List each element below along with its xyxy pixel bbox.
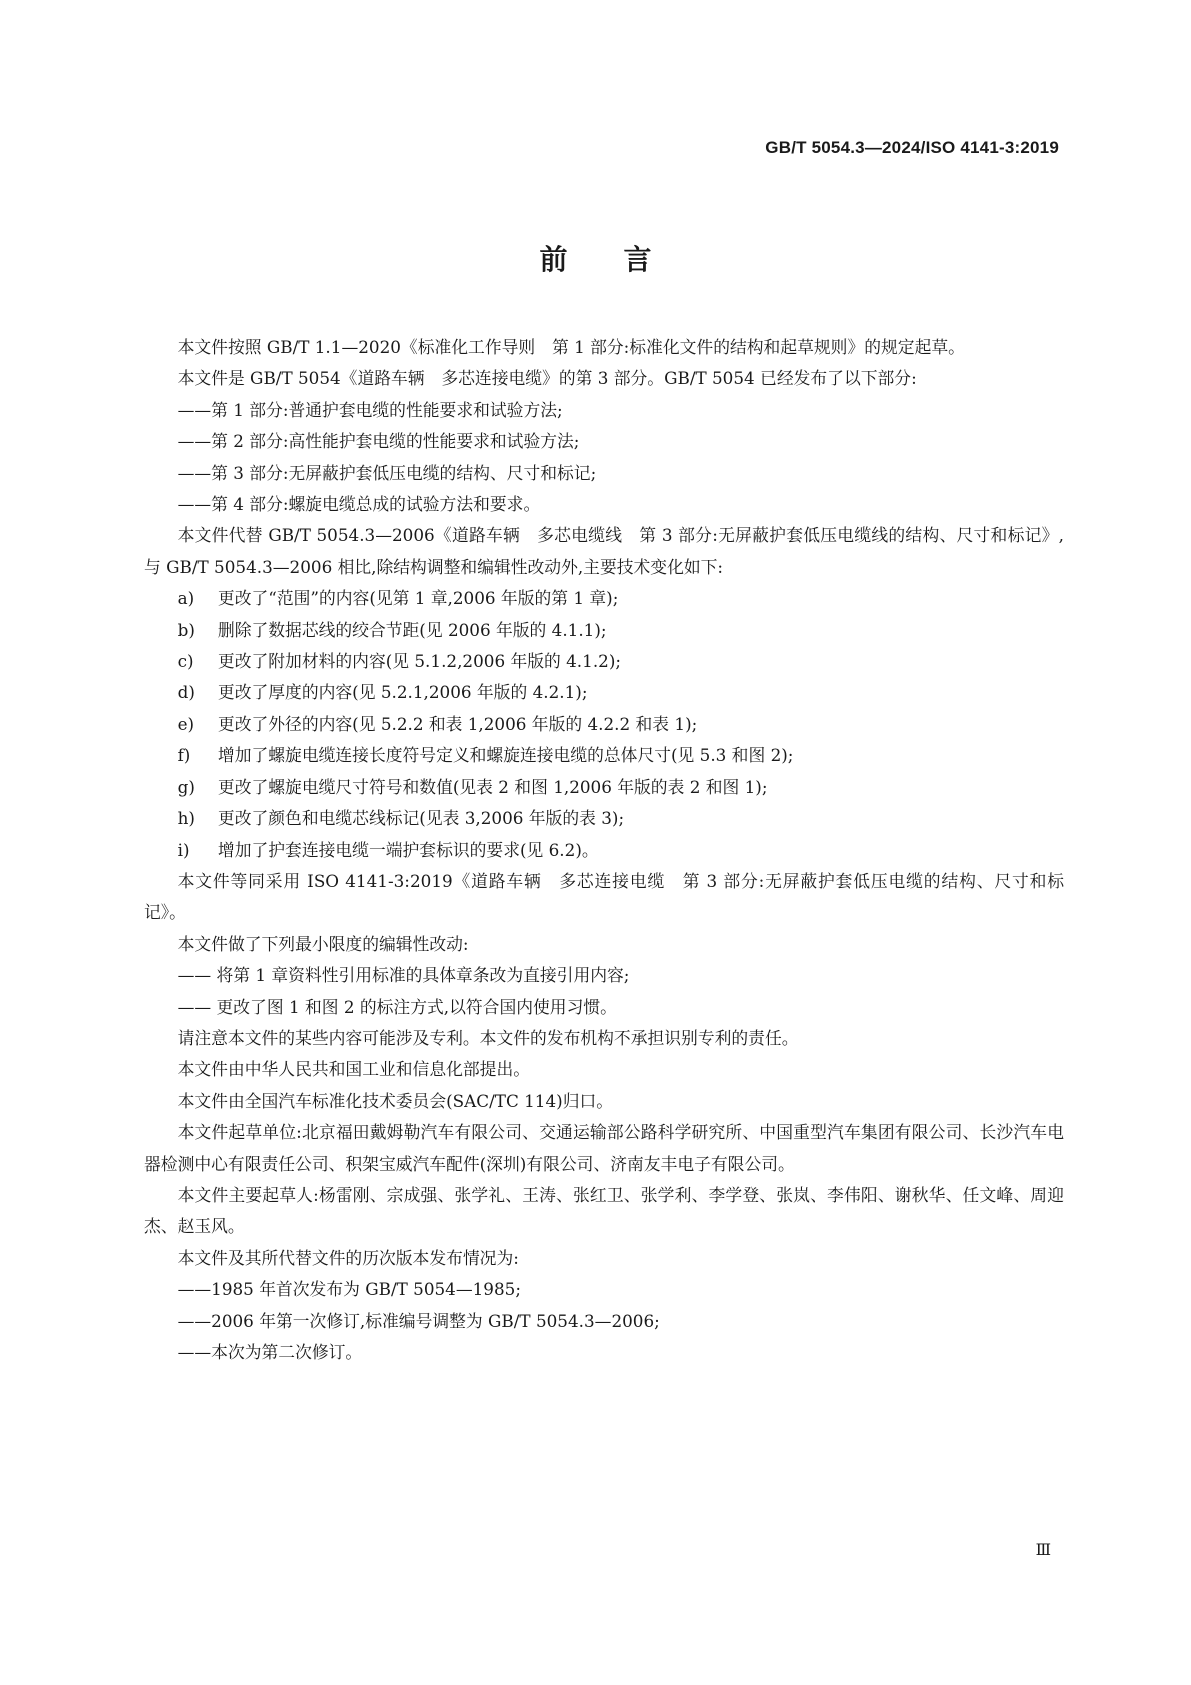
change-text: 更改了“范围”的内容(见第 1 章,2006 年版的第 1 章); xyxy=(217,588,619,609)
page-number: Ⅲ xyxy=(1035,1540,1051,1559)
change-item-f xyxy=(144,740,1064,771)
list-item-part-3: ——第 3 部分:无屏蔽护套低压电缆的结构、尺寸和标记; xyxy=(177,462,597,483)
change-item-b xyxy=(144,615,1064,646)
change-text: 更改了附加材料的内容(见 5.1.2,2006 年版的 4.1.2); xyxy=(217,651,622,672)
paragraph-editorial-changes: 本文件做了下列最小限度的编辑性改动: xyxy=(177,933,469,954)
paragraph-committee: 本文件由全国汽车标准化技术委员会(SAC/TC 114)归口。 xyxy=(177,1090,614,1111)
paragraph-series-parts: 本文件是 GB/T 5054《道路车辆 多芯连接电缆》的第 3 部分。GB/T 5054 已经发布了以下部分: xyxy=(177,368,917,389)
change-item-e xyxy=(144,709,1064,740)
change-label: g) xyxy=(177,776,195,797)
paragraph-history-intro: 本文件及其所代替文件的历次版本发布情况为: xyxy=(177,1247,519,1268)
change-label: b) xyxy=(177,619,195,640)
paragraph-drafting-rules: 本文件按照 GB/T 1.1—2020《标准化工作导则 第 1 部分:标准化文件的结构和起草规则》的规定起草。 xyxy=(177,337,965,357)
list-item-part-1: ——第 1 部分:普通护套电缆的性能要求和试验方法; xyxy=(177,399,563,420)
change-label: f) xyxy=(177,745,191,766)
change-text: 更改了厚度的内容(见 5.2.1,2006 年版的 4.2.1); xyxy=(217,682,588,703)
change-item-h xyxy=(144,803,1064,834)
list-item-history-2: ——2006 年第一次修订,标准编号调整为 GB/T 5054.3—2006; xyxy=(177,1310,660,1331)
change-label: h) xyxy=(177,808,195,829)
change-item-a xyxy=(144,583,1064,614)
list-item-history-3: ——本次为第二次修订。 xyxy=(177,1342,363,1362)
change-text: 更改了颜色和电缆芯线标记(见表 3,2006 年版的表 3); xyxy=(217,808,625,829)
list-item-history-1: ——1985 年首次发布为 GB/T 5054—1985; xyxy=(177,1279,521,1300)
list-item-edit-1: —— 将第 1 章资料性引用标准的具体章条改为直接引用内容; xyxy=(177,965,630,986)
change-item-i xyxy=(144,835,1064,866)
page-title: 前言 xyxy=(539,243,708,276)
change-label: c) xyxy=(177,651,194,672)
change-text: 更改了外径的内容(见 5.2.2 和表 1,2006 年版的 4.2.2 和表 1); xyxy=(217,713,698,734)
paragraph-patent-notice: 请注意本文件的某些内容可能涉及专利。本文件的发布机构不承担识别专利的责任。 xyxy=(177,1027,799,1048)
change-item-g xyxy=(144,772,1064,803)
paragraph-drafters: 本文件主要起草人:杨雷刚、宗成强、张学礼、王涛、张红卫、张学利、李学登、张岚、李伟阳、谢秋华、任文峰、周迎杰、赵玉风。 xyxy=(144,1184,1064,1237)
paragraph-replacement: 本文件代替 GB/T 5054.3—2006《道路车辆 多芯电缆线 第 3 部分:无屏蔽护套低压电缆线的结构、尺寸和标记》,与 GB/T 5054.3—2006 相比,除结构调整和编辑性改动外,主要技术变化如下: xyxy=(144,525,1064,577)
change-text: 增加了护套连接电缆一端护套标识的要求(见 6.2)。 xyxy=(217,839,599,860)
list-item-part-2: ——第 2 部分:高性能护套电缆的性能要求和试验方法; xyxy=(177,431,580,452)
list-item-part-4: ——第 4 部分:螺旋电缆总成的试验方法和要求。 xyxy=(177,494,541,515)
change-label: e) xyxy=(177,713,195,734)
change-text: 删除了数据芯线的绞合节距(见 2006 年版的 4.1.1); xyxy=(217,619,607,640)
list-item-edit-2: —— 更改了图 1 和图 2 的标注方式,以符合国内使用习惯。 xyxy=(177,996,617,1017)
change-text: 更改了螺旋电缆尺寸符号和数值(见表 2 和图 1,2006 年版的表 2 和图 1); xyxy=(217,776,768,797)
standard-number-header: GB/T 5054.3—2024/ISO 4141-3:2019 xyxy=(765,138,1059,157)
change-item-d xyxy=(144,677,1064,708)
paragraph-proposer: 本文件由中华人民共和国工业和信息化部提出。 xyxy=(177,1059,531,1080)
change-item-c xyxy=(144,646,1064,677)
paragraph-iso-adoption: 本文件等同采用 ISO 4141-3:2019《道路车辆 多芯连接电缆 第 3 部分:无屏蔽护套低压电缆的结构、尺寸和标记》。 xyxy=(144,870,1064,923)
change-label: i) xyxy=(177,839,190,860)
preface-body xyxy=(144,332,1064,1368)
paragraph-drafting-units: 本文件起草单位:北京福田戴姆勒汽车有限公司、交通运输部公路科学研究所、中国重型汽车集团有限公司、长沙汽车电器检测中心有限责任公司、积架宝威汽车配件(深圳)有限公司、济南友丰电子有限公司。 xyxy=(144,1122,1064,1174)
change-label: a) xyxy=(177,588,195,609)
change-label: d) xyxy=(177,682,195,703)
change-text: 增加了螺旋电缆连接长度符号定义和螺旋连接电缆的总体尺寸(见 5.3 和图 2); xyxy=(217,745,794,766)
